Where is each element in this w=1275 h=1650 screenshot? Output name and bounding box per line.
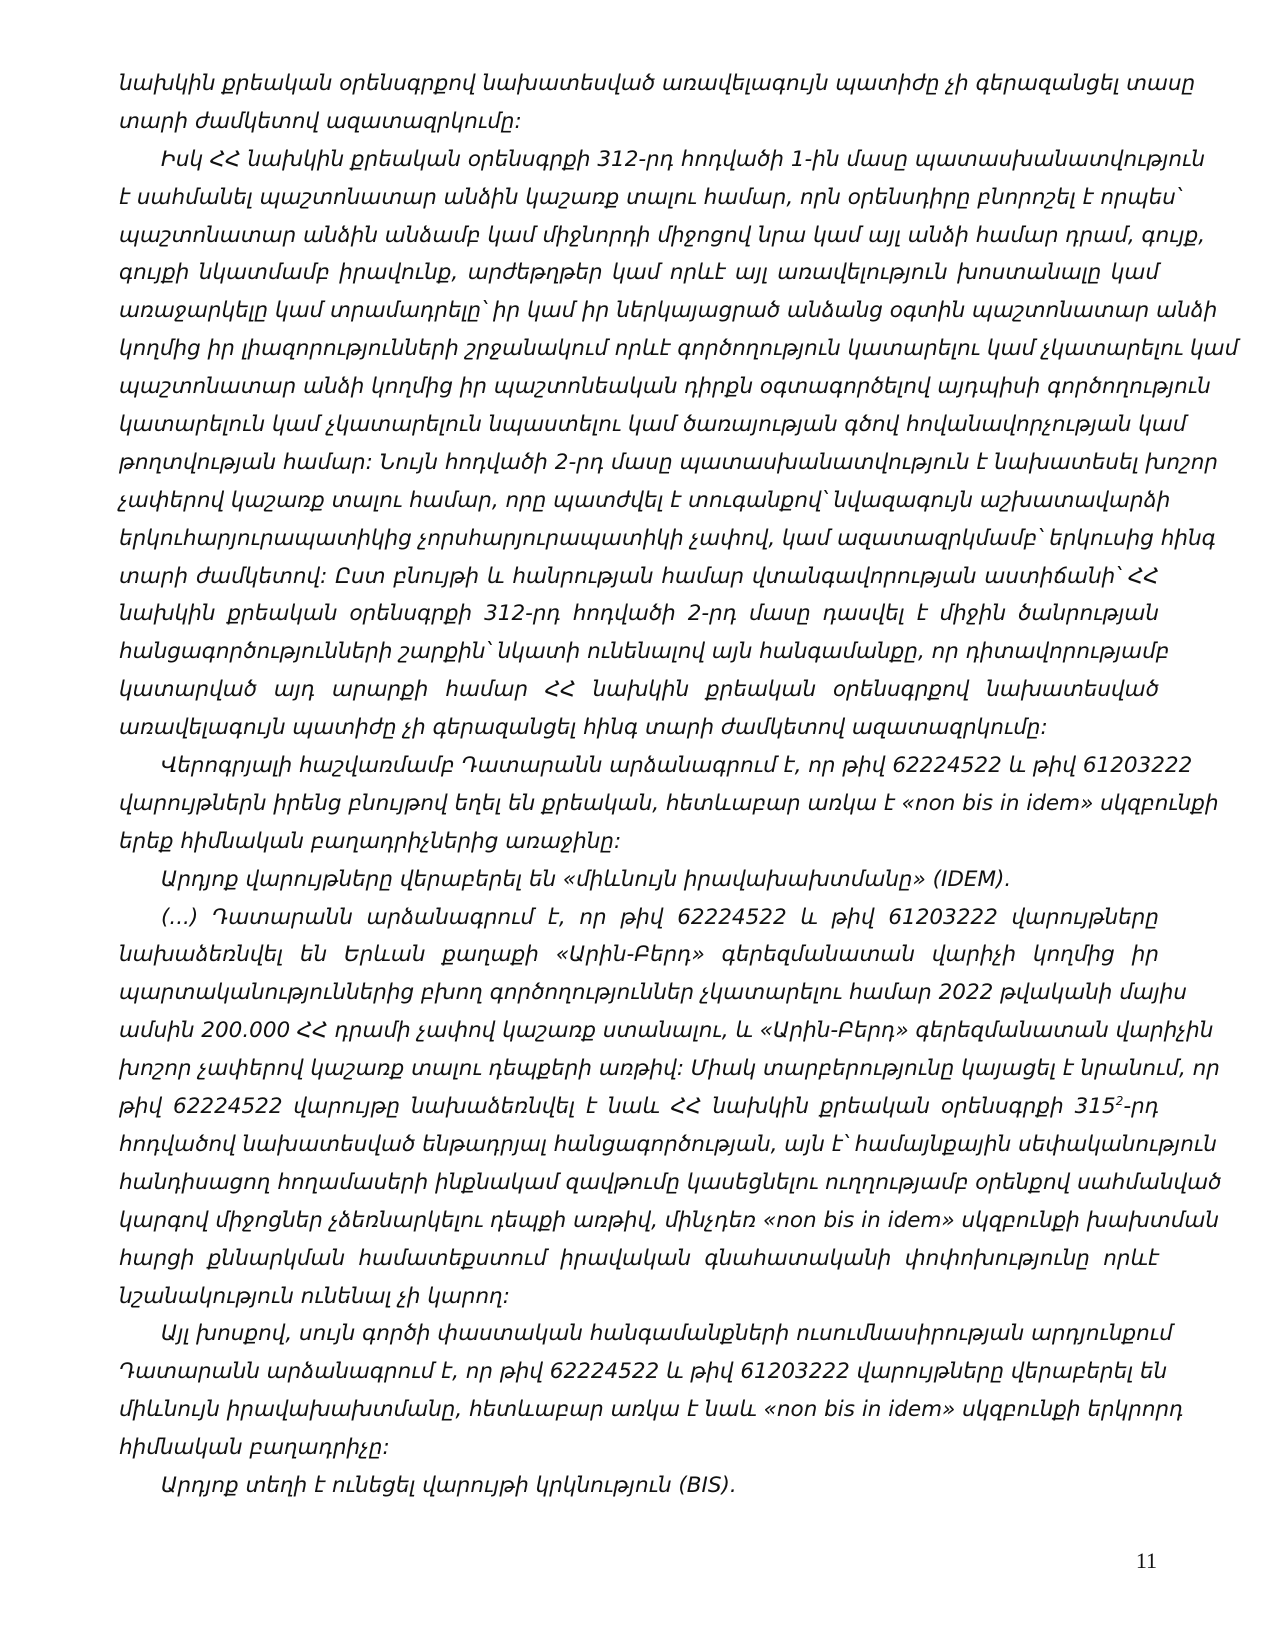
text-line: Իսկ ՀՀ նախկին քրեական օրենսգրքի 312-րդ հոդվածի 1-ին մասը պատասխանատվություն	[161, 146, 1205, 172]
text-line: հանցագործությունների շարքին՝ նկատի ունենալով այն հանգամանքը, որ դիտավորությամբ	[119, 639, 1170, 665]
paragraph-bis-question	[119, 1467, 1159, 1505]
text-line-with-superscript: թիվ 62224522 վարույթը նախաձեռնվել է նաև ՀՀ նախկին քրեական օրենսգրքի $315^2-րդ$	[119, 1093, 1159, 1120]
paragraph-court-findings	[119, 899, 1222, 1316]
text-line: ամսին 200.000 ՀՀ դրամի չափով կաշառք ստանալու, և «Արին-Բերդ» գերեզմանատան վարիչին	[119, 1018, 1214, 1044]
text-line: թողտվության համար: Նույն հոդվածի 2-րդ մասը պատասխանատվություն է նախատեսել խոշոր	[119, 449, 1218, 475]
text-line: պաշտոնատար անձի կողմից իր պաշտոնեական դիրքն օգտագործելով այդպիսի գործողություն	[119, 374, 1211, 400]
text-line: Արդյոք տեղի է ունեցել վարույթի կրկնություն (BIS).	[161, 1472, 737, 1498]
text-line: (...) Դատարանն արձանագրում է, որ թիվ 62224522 և թիվ 61203222 վարույթները	[161, 904, 1159, 930]
article-superscript: 2	[1115, 1093, 1124, 1108]
text-line: կարգով միջոցներ չձեռնարկելու դեպքի առթիվ, մինչդեռ «non bis in idem» սկզբունքի խախտման	[119, 1207, 1219, 1233]
text-line: հանդիսացող հողամասերի ինքնակամ զավթումը կասեցնելու ուղղությամբ օրենքով սահմանված	[119, 1169, 1222, 1195]
text-line: առավելագույն պատիժը չի գերազանցել հինգ տարի ժամկետով ազատազրկումը:	[119, 715, 1048, 741]
text-line: գույքի նկատմամբ իրավունք, արժեթղթեր կամ որևէ այլ առավելություն խոստանալը կամ	[119, 260, 1159, 286]
text-line: երեք հիմնական բաղադրիչներից առաջինը:	[119, 828, 622, 854]
paragraph-article-312	[119, 141, 1239, 747]
paragraph-criminal-nature	[119, 747, 1219, 861]
text-line: նշանակություն ունենալ չի կարող:	[119, 1283, 511, 1309]
text-line: հոդվածով նախատեսված ենթադրյալ հանցագործության, այն է՝ համայնքային սեփականություն	[119, 1131, 1217, 1157]
text-line: կողմից իր լիազորությունների շրջանակում որևէ գործողություն կատարելու կամ չկատարելու կամ	[119, 336, 1239, 362]
paragraph-conclusion-idem	[119, 1315, 1184, 1467]
document-body	[119, 65, 1239, 1505]
paragraph-continuation	[119, 65, 1196, 141]
text-line: պաշտոնատար անձին անձամբ կամ միջնորդի միջոցով նրա կամ այլ անձի համար դրամ, գույք,	[119, 222, 1206, 248]
text-line: Դատարանն արձանագրում է, որ թիվ 62224522 և թիվ 61203222 վարույթները վերաբերել են	[119, 1359, 1168, 1385]
text-line: հիմնական բաղադրիչը:	[119, 1435, 390, 1461]
text-line: կատարելուն կամ չկատարելուն նպաստելու կամ ծառայության գծով հովանավորչության կամ	[119, 412, 1187, 438]
text-line: նախաձեռնվել են Երևան քաղաքի «Արին-Բերդ» գերեզմանատան վարիչի կողմից իր	[119, 942, 1159, 968]
text-line: Այլ խոսքով, սույն գործի փաստական հանգամանքների ուսումնասիրության արդյունքում	[161, 1321, 1173, 1347]
text-line: Արդյոք վարույթները վերաբերել են «միևնույն իրավախախտմանը» (IDEM).	[161, 866, 1012, 892]
text-line: խոշոր չափերով կաշառք տալու դեպքերի առթիվ: Միակ տարբերությունը կայացել է նրանում, որ	[119, 1056, 1220, 1082]
text-line: վարույթներն իրենց բնույթով եղել են քրեական, հետևաբար առկա է «non bis in idem» սկզբունքի	[119, 790, 1219, 816]
text-line: Վերոգրյալի հաշվառմամբ Դատարանն արձանագրում է, որ թիվ 62224522 և թիվ 61203222	[161, 753, 1193, 779]
text-line: տարի ժամկետով ազատազրկումը:	[119, 108, 522, 134]
page-number: 11	[1135, 1548, 1157, 1573]
text-line: պարտականություններից բխող գործողություններ չկատարելու համար 2022 թվականի մայիս	[119, 980, 1188, 1006]
text-line: չափերով կաշառք տալու համար, որը պատժվել է տուգանքով՝ նվազագույն աշխատավարձի	[119, 487, 1171, 513]
paragraph-idem-question	[119, 861, 1159, 899]
text-line: հարցի քննարկման համատեքստում իրավական գնահատականի փոփոխությունը որևէ	[119, 1245, 1159, 1271]
text-line: նախկին քրեական օրենսգրքով նախատեսված առավելագույն պատիժը չի գերազանցել տասը	[119, 71, 1196, 96]
text-line: է սահմանել պաշտոնատար անձին կաշառք տալու համար, որն օրենսդիրը բնորոշել է որպես՝	[119, 184, 1181, 210]
text-line: երկուհարյուրապատիկից չորսհարյուրապատիկի չափով, կամ ազատազրկմամբ՝ երկուսից հինգ	[119, 525, 1216, 551]
text-line: կատարված այդ արարքի համար ՀՀ նախկին քրեական օրենսգրքով նախատեսված	[119, 677, 1159, 703]
text-line: նախկին քրեական օրենսգրքի 312-րդ հոդվածի 2-րդ մասը դասվել է միջին ծանրության	[119, 601, 1159, 627]
text-line: առաջարկելը կամ տրամադրելը՝ իր կամ իր ներկայացրած անձանց օգտին պաշտոնատար անձի	[119, 298, 1218, 324]
text-line: տարի ժամկետով: Ըստ բնույթի և հանրության համար վտանգավորության աստիճանի՝ ՀՀ	[119, 563, 1159, 589]
text-line: միևնույն իրավախախտմանը, հետևաբար առկա է նաև «non bis in idem» սկզբունքի երկրորդ	[119, 1397, 1184, 1423]
